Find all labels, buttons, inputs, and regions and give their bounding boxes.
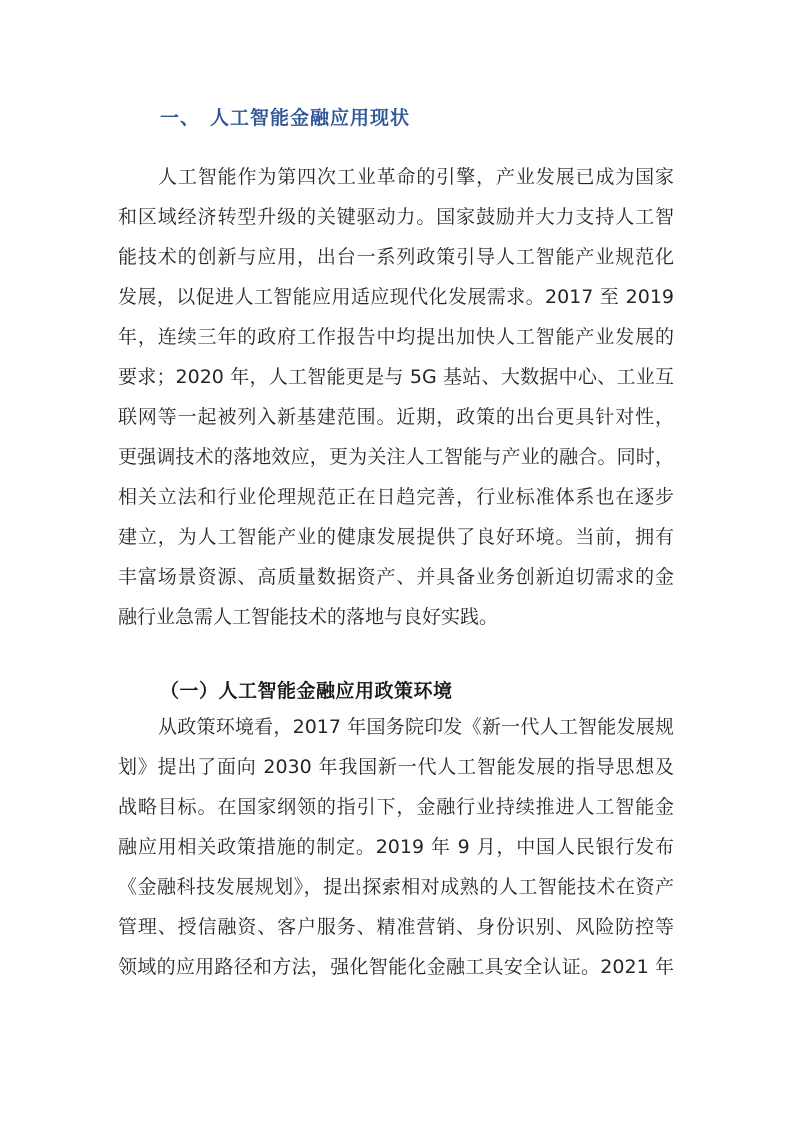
paragraph-line: 发展，以促进人工智能应用适应现代化发展需求。2017 至 2019: [118, 286, 674, 308]
paragraph-line: 战略目标。在国家纲领的指引下，金融行业持续推进人工智能金: [118, 796, 674, 818]
paragraph-ai-finance-status: [118, 157, 674, 637]
paragraph-line: 能技术的创新与应用，出台一系列政策引导人工智能产业规范化: [118, 246, 674, 268]
subsection-heading: （一）人工智能金融应用政策环境: [160, 680, 453, 702]
paragraph-line: 建立，为人工智能产业的健康发展提供了良好环境。当前，拥有: [118, 526, 674, 548]
paragraph-line: 更强调技术的落地效应，更为关注人工智能与产业的融合。同时，: [118, 446, 674, 468]
paragraph-line: 相关立法和行业伦理规范正在日趋完善，行业标准体系也在逐步: [118, 486, 674, 508]
paragraph-line: 联网等一起被列入新基建范围。近期，政策的出台更具针对性，: [118, 406, 674, 428]
paragraph-policy-environment: [118, 707, 674, 987]
section-heading: [160, 104, 410, 132]
paragraph-line: 从政策环境看，2017 年国务院印发《新一代人工智能发展规: [158, 716, 674, 738]
paragraph-line: 融行业急需人工智能技术的落地与良好实践。: [118, 606, 499, 628]
section-title: 人工智能金融应用现状: [210, 107, 411, 129]
paragraph-line: 《金融科技发展规划》，提出探索相对成熟的人工智能技术在资产: [118, 876, 674, 898]
paragraph-line: 年，连续三年的政府工作报告中均提出加快人工智能产业发展的: [118, 326, 674, 348]
paragraph-line: 人工智能作为第四次工业革命的引擎，产业发展已成为国家: [158, 166, 674, 188]
paragraph-line: 划》提出了面向 2030 年我国新一代人工智能发展的指导思想及: [118, 756, 674, 778]
section-number: 一、: [160, 107, 201, 129]
paragraph-line: 管理、授信融资、客户服务、精准营销、身份识别、风险防控等: [118, 916, 674, 938]
paragraph-line: 要求；2020 年，人工智能更是与 5G 基站、大数据中心、工业互: [118, 366, 674, 388]
paragraph-line: 领域的应用路径和方法，强化智能化金融工具安全认证。2021 年: [118, 956, 674, 978]
paragraph-line: 和区域经济转型升级的关键驱动力。国家鼓励并大力支持人工智: [118, 206, 674, 228]
paragraph-line: 丰富场景资源、高质量数据资产、并具备业务创新迫切需求的金: [118, 566, 674, 588]
paragraph-line: 融应用相关政策措施的制定。2019 年 9 月，中国人民银行发布: [118, 836, 674, 858]
